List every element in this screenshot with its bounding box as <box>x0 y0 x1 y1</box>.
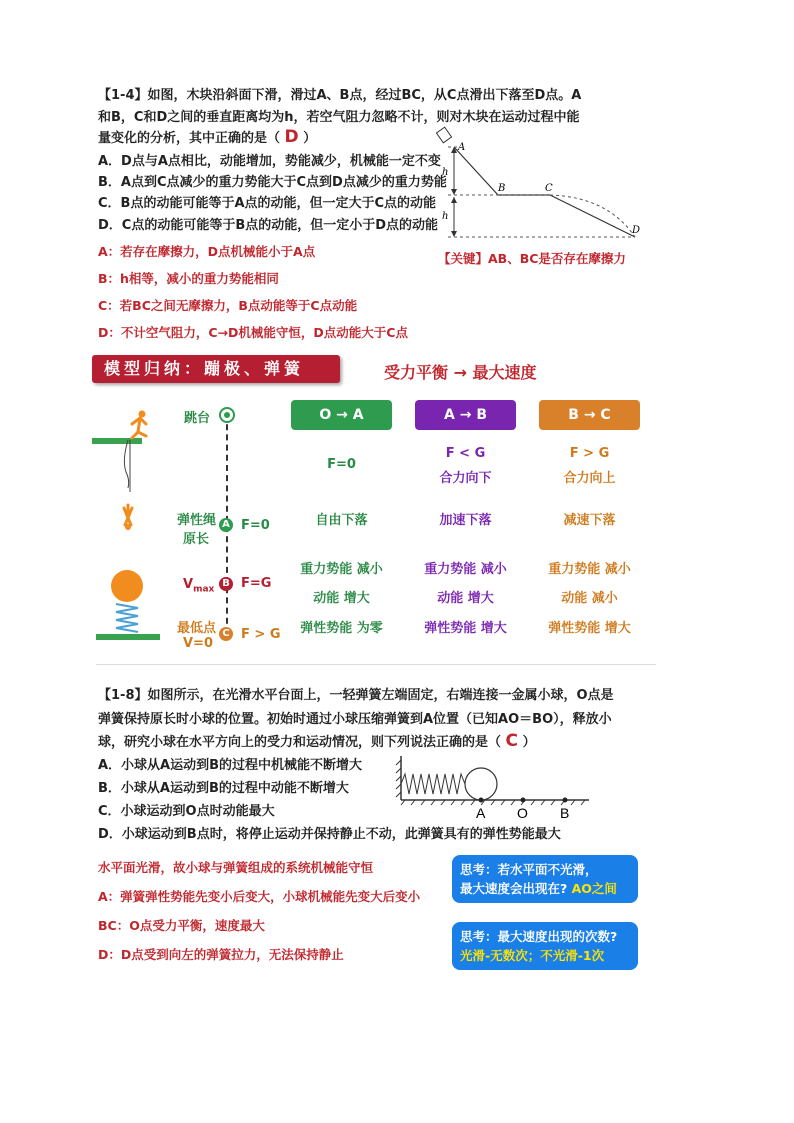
incline-ab <box>454 147 498 195</box>
force-c: F > G <box>241 627 281 642</box>
q2-option-b: B．小球从A运动到B的过程中动能不断增大 <box>98 781 349 796</box>
spring <box>401 774 465 794</box>
col-ab-force-1: F < G <box>445 446 486 461</box>
col-bc-force-1: F > G <box>569 446 610 461</box>
col-bc-pe: 重力势能 减小 <box>548 562 631 577</box>
model-banner-text: 模型归纳：蹦极、弹簧 <box>104 359 305 378</box>
think-1-line-1: 思考：若水平面不光滑， <box>460 862 598 877</box>
q1-explanation-a: A：若存在摩擦力，D点机械能小于A点 <box>98 244 316 259</box>
point-b-label: B <box>560 805 570 821</box>
q2-stem-line-3 <box>98 731 536 751</box>
label-b: B <box>498 183 506 194</box>
force-a: F=0 <box>241 518 270 533</box>
q2-option-c: C．小球运动到O点时动能最大 <box>98 804 275 819</box>
q2-explanation-bc: BC：O点受力平衡，速度最大 <box>98 918 265 933</box>
col-ab-motion: 加速下落 <box>439 513 492 528</box>
section-divider <box>96 664 656 665</box>
q1-stem-line-3 <box>98 127 316 147</box>
model-illustration <box>92 400 172 650</box>
q1-stem-line-2: 和B，C和D之间的垂直距离均为h，若空气阻力忽略不计，则对木块在运动过程中能 <box>98 110 580 125</box>
col-bc-force-2: 合力向上 <box>563 471 616 486</box>
axis-label-b-v: V <box>183 577 194 592</box>
col-oa-epe: 弹性势能 为零 <box>300 621 383 636</box>
axis-label-c-2: V=0 <box>183 636 213 651</box>
axis-label-a-2: 原长 <box>183 532 210 547</box>
col-oa-pe: 重力势能 减小 <box>300 562 383 577</box>
col-header-oa: O → A <box>291 400 392 430</box>
node-c: C <box>219 627 233 641</box>
q2-answer: C <box>505 731 519 751</box>
think-2-line-1: 思考：最大速度出现的次数? <box>460 929 618 944</box>
jump-platform <box>92 438 142 444</box>
q1-answer: D <box>284 127 299 147</box>
q1-option-d: D．C点的动能可能等于B点的动能，但一定小于D点的动能 <box>98 218 439 233</box>
q1-option-a: A．D点与A点相比，动能增加，势能减少，机械能一定不变 <box>98 154 441 169</box>
point-a-label: A <box>476 805 486 821</box>
q1-explanation-c: C：若BC之间无摩擦力，B点动能等于C点动能 <box>98 298 358 313</box>
col-bc-ke: 动能 减小 <box>561 591 618 606</box>
q1-stem-line-1: 【1-4】如图，木块沿斜面下滑，滑过A、B点，经过BC，从C点滑出下落至D点。A <box>98 88 582 103</box>
col-oa-motion: 自由下落 <box>315 513 368 528</box>
ball-icon <box>111 570 143 602</box>
label-h-1: h <box>442 167 449 178</box>
q1-explanation-d: D：不计空气阻力，C→D机械能守恒，D点动能大于C点 <box>98 325 408 340</box>
q1-answer-close: ） <box>303 131 317 146</box>
axis-label-a-1: 弹性绳 <box>177 513 217 528</box>
q1-explanation-b: B：h相等，减小的重力势能相同 <box>98 271 279 286</box>
hanging-jumper-icon <box>124 505 132 525</box>
q2-option-a: A．小球从A运动到B的过程中机械能不断增大 <box>98 758 363 773</box>
q1-stem-line-3-text: 量变化的分析，其中正确的是（ <box>98 131 281 146</box>
col-oa-ke: 动能 增大 <box>313 591 370 606</box>
label-h-2: h <box>442 211 449 222</box>
q1-option-c: C．B点的动能可能等于A点的动能，但一定大于C点的动能 <box>98 196 437 211</box>
think-box-2 <box>452 922 638 970</box>
point-o-label: O <box>517 805 528 821</box>
axis-label-b-sub: max <box>193 584 215 595</box>
q1-key-note: 【关键】AB、BC是否存在摩擦力 <box>438 251 626 266</box>
q2-explanation-a: A：弹簧弹性势能先变小后变大，小球机械能先变大后变小 <box>98 889 421 904</box>
q2-explanation-d: D：D点受到向左的弹簧拉力，无法保持静止 <box>98 947 344 962</box>
col-ab-pe: 重力势能 减小 <box>424 562 507 577</box>
q2-option-d: D．小球运动到B点时，将停止运动并保持静止不动，此弹簧具有的弹性势能最大 <box>98 827 561 842</box>
label-d: D <box>632 225 641 236</box>
think-1-line-2-text: 最大速度会出现在? <box>460 881 568 896</box>
q2-answer-close: ） <box>522 735 536 750</box>
spring-icon <box>116 604 138 632</box>
q2-stem-line-3-text: 球，研究小球在水平方向上的受力和运动情况，则下列说法正确的是（ <box>98 735 502 750</box>
node-o <box>219 407 235 423</box>
spring-figure <box>395 752 595 822</box>
q2-stem-line-1: 【1-8】如图所示，在光滑水平台面上，一轻弹簧左端固定，右端连接一金属小球，O点是 <box>98 688 614 703</box>
axis-label-start: 跳台 <box>184 411 211 426</box>
label-a: A <box>458 142 466 153</box>
model-subtitle: 受力平衡 → 最大速度 <box>384 363 537 382</box>
model-banner <box>92 355 340 383</box>
think-2-highlight: 光滑-无数次；不光滑-1次 <box>460 948 605 963</box>
col-ab-ke: 动能 增大 <box>437 591 494 606</box>
col-header-ab: A → B <box>415 400 516 430</box>
col-ab-epe: 弹性势能 增大 <box>424 621 507 636</box>
ground-platform <box>96 634 160 640</box>
metal-ball <box>465 768 497 800</box>
node-b: B <box>219 577 233 591</box>
q2-stem-line-2: 弹簧保持原长时小球的位置。初始时通过小球压缩弹簧到A位置（已知AO＝BO），释放小 <box>98 712 612 727</box>
axis-label-c-1: 最低点 <box>177 621 217 636</box>
q2-explanation-0: 水平面光滑，故小球与弹簧组成的系统机械能守恒 <box>98 860 374 875</box>
force-b: F=G <box>241 576 272 591</box>
col-bc-epe: 弹性势能 增大 <box>548 621 631 636</box>
label-c: C <box>545 183 553 194</box>
think-1-highlight: AO之间 <box>571 881 617 896</box>
think-box-1 <box>452 855 638 903</box>
col-ab-force-2: 合力向下 <box>439 471 492 486</box>
q1-option-b: B．A点到C点减少的重力势能大于C点到D点减少的重力势能 <box>98 175 447 190</box>
col-bc-motion: 减速下落 <box>563 513 616 528</box>
slope-figure <box>430 125 650 245</box>
think-1-line-2 <box>460 879 630 898</box>
incline-cd <box>550 195 635 237</box>
axis-label-b <box>183 577 214 595</box>
col-oa-force: F=0 <box>327 457 356 472</box>
node-a: A <box>219 518 233 532</box>
jumper-icon <box>139 411 146 418</box>
wooden-block <box>436 127 451 143</box>
col-header-bc: B → C <box>539 400 640 430</box>
